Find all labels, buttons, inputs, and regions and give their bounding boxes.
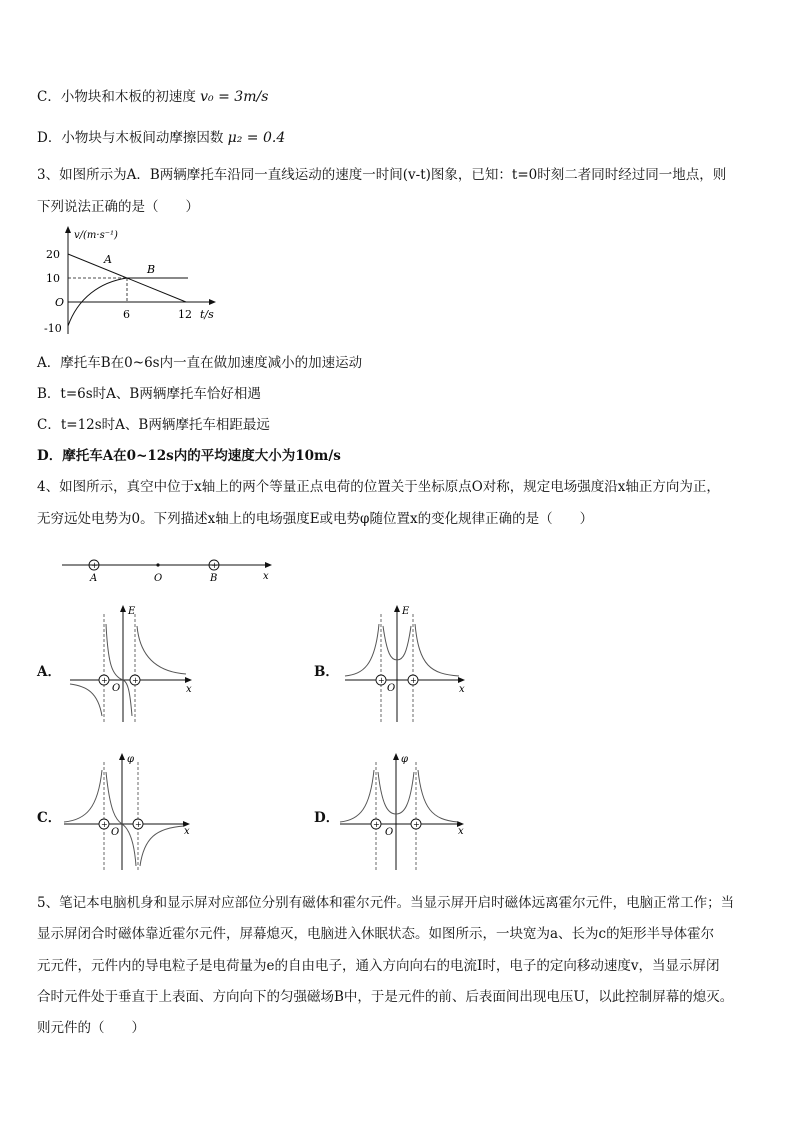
svg-text:x: x — [184, 826, 190, 837]
vt-xlabel: t/s — [200, 308, 214, 321]
svg-text:+: + — [101, 676, 108, 685]
svg-text:E: E — [128, 606, 136, 617]
axis-label-x: x — [263, 571, 269, 582]
vt-ytick-10: 10 — [46, 272, 60, 285]
option-c-prev: C．小物块和木板的初速度 v₀ = 3m/s — [37, 89, 269, 105]
charge-axis-figure — [60, 555, 275, 585]
svg-text:+: + — [101, 820, 108, 829]
option-d-prev: D．小物块与木板间动摩擦因数 μ₂ = 0.4 — [37, 130, 286, 146]
svg-text:+: + — [135, 820, 142, 829]
q5-line4: 合时元件处于垂直于上表面、方向向下的匀强磁场B中，于是元件的前、后表面间出现电压U，以此控制屏幕的熄灭。 — [37, 989, 734, 1005]
q3-option-d: D．摩托车A在0~12s内的平均速度大小为10m/s — [37, 448, 341, 464]
q4-option-d-label: D． — [314, 810, 340, 826]
svg-text:O: O — [387, 683, 396, 694]
vt-graph — [44, 226, 224, 338]
svg-text:x: x — [186, 684, 192, 695]
svg-text:+: + — [132, 676, 139, 685]
svg-text:x: x — [458, 826, 464, 837]
opt-c-math: v₀ = 3m/s — [200, 89, 269, 105]
vt-xtick-12: 12 — [178, 308, 192, 321]
graph-d-potential — [338, 752, 468, 872]
q4-stem-line1: 4、如图所示，真空中位于x轴上的两个等量正点电荷的位置关于坐标原点O对称，规定电场强度沿x轴正方向为正， — [37, 479, 720, 495]
q3-option-c: C．t=12s时A、B两辆摩托车相距最远 — [37, 417, 270, 433]
q3-stem-line1: 3、如图所示为A．B两辆摩托车沿同一直线运动的速度一时间(v-t)图象，已知：t=0时刻二者同时经过同一地点，则 — [37, 167, 727, 183]
axis-label-b: B — [210, 573, 218, 584]
graph-b-e-field — [343, 604, 471, 724]
svg-text:+: + — [91, 561, 98, 570]
q4-option-b-label: B． — [314, 664, 339, 680]
graph-a-e-field — [68, 604, 198, 724]
vt-label-b: B — [147, 263, 156, 276]
q5-line1: 5、笔记本电脑机身和显示屏对应部位分别有磁体和霍尔元件。当显示屏开启时磁体远离霍尔元件，电脑正常工作；当 — [37, 895, 735, 911]
svg-text:+: + — [378, 676, 385, 685]
q3-stem-line2: 下列说法正确的是（ ） — [37, 199, 199, 215]
svg-text:x: x — [459, 684, 465, 695]
svg-text:+: + — [410, 676, 417, 685]
svg-text:+: + — [373, 820, 380, 829]
graph-c-potential — [62, 752, 192, 872]
svg-text:φ: φ — [127, 754, 135, 765]
svg-text:O: O — [112, 683, 121, 694]
svg-text:φ: φ — [401, 754, 409, 765]
opt-d-math: μ₂ = 0.4 — [227, 130, 286, 146]
vt-ylabel: v/(m·s⁻¹) — [74, 230, 118, 241]
q3-option-b: B．t=6s时A、B两辆摩托车恰好相遇 — [37, 386, 261, 402]
svg-text:E: E — [402, 606, 410, 617]
vt-xtick-6: 6 — [123, 308, 130, 321]
vt-label-a: A — [104, 253, 112, 266]
q4-stem-line2: 无穷远处电势为0。下列描述x轴上的电场强度E或电势φ随位置x的变化规律正确的是（ ） — [37, 511, 594, 527]
q4-option-a-label: A． — [37, 664, 61, 680]
axis-label-o: O — [154, 573, 163, 584]
vt-ytick-20: 20 — [46, 248, 60, 261]
q4-option-c-label: C． — [37, 810, 62, 826]
q5-line5: 则元件的（ ） — [37, 1020, 145, 1036]
q5-line3: 元元件，元件内的导电粒子是电荷量为e的自由电子，通入方向向右的电流I时，电子的定向移动速度v，当显示屏闭 — [37, 958, 720, 974]
q5-line2: 显示屏闭合时磁体靠近霍尔元件，屏幕熄灭，电脑进入休眠状态。如图所示，一块宽为a、长为c的矩形半导体霍尔 — [37, 926, 715, 942]
svg-text:O: O — [111, 827, 120, 838]
vt-ytick-neg10: -10 — [44, 322, 62, 335]
svg-text:+: + — [413, 820, 420, 829]
svg-text:+: + — [211, 561, 218, 570]
axis-label-a: A — [90, 573, 98, 584]
vt-origin: O — [55, 296, 65, 309]
svg-text:O: O — [385, 827, 394, 838]
q3-option-a: A．摩托车B在0~6s内一直在做加速度减小的加速运动 — [37, 355, 363, 371]
